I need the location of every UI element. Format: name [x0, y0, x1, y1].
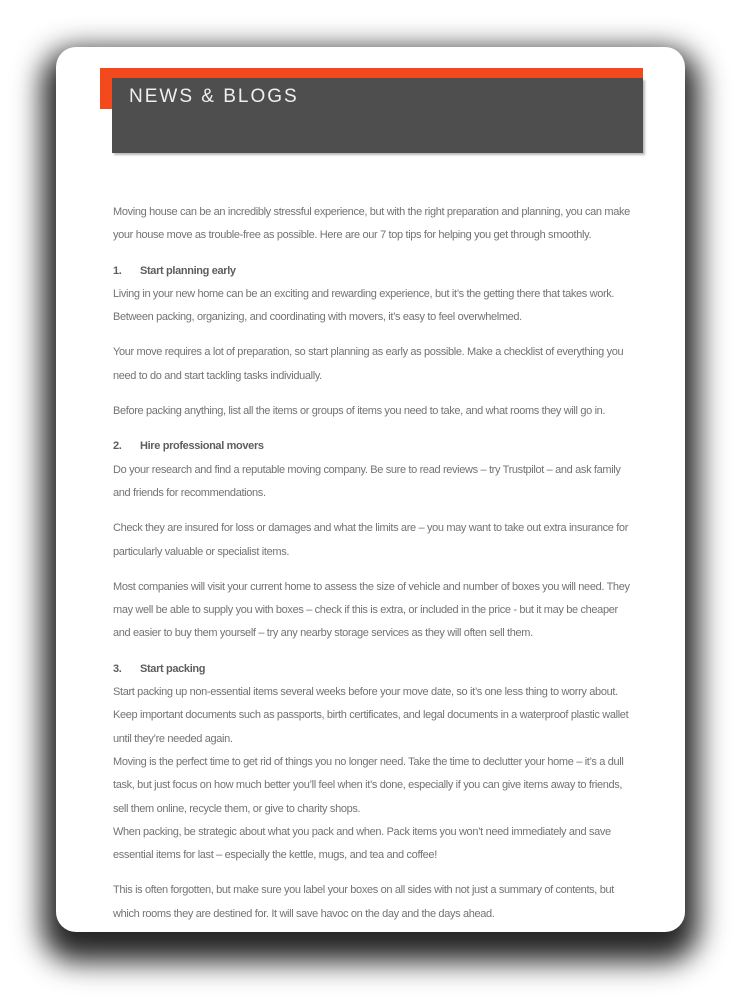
document-page: [56, 47, 685, 932]
paragraph: Living in your new home can be an exciting and rewarding experience, but it’s the getting there that takes work. Between packing, organizing, and coordinating with movers, it’s easy to feel overwhelmed.: [113, 287, 615, 324]
section-heading-label: Start planning early: [140, 264, 236, 277]
paragraph: Moving is the perfect time to get rid of things you no longer need. Take the time to declutter your home – it’s a dull task, but just focus on how much better you’ll feel when it’s done, especially if you can give items away to friends, sell them online, recycle them, or give to charity shops.: [113, 755, 624, 815]
page-title: NEWS & BLOGS: [129, 86, 299, 107]
header-banner: [112, 78, 643, 153]
article-body: [113, 201, 634, 938]
paragraph: When packing, be strategic about what you pack and when. Pack items you won’t need immediately and save essential items for last – especially the kettle, mugs, and tea and coffee!: [113, 825, 611, 862]
closing-paragraph: This is often forgotten, but make sure you label your boxes on all sides with not just a summary of contents, but which rooms they are destined for. It will save havoc on the day and the days ahead.: [113, 884, 614, 920]
section-number: 2.: [113, 440, 122, 453]
paragraph: Your move requires a lot of preparation, so start planning as early as possible. Make a checklist of everything you need to do and start tackling tasks individually.: [113, 346, 624, 382]
section-heading-label: Hire professional movers: [140, 440, 264, 453]
section-heading: [113, 260, 634, 283]
paragraph: Start packing up non-essential items several weeks before your move date, so it’s one less thing to worry about. Keep important documents such as passports, birth certificates, and legal documents in a waterproof plastic wallet until they’re needed again.: [113, 686, 629, 745]
section-heading: [113, 658, 634, 681]
paragraph: Check they are insured for loss or damages and what the limits are – you may want to take out extra insurance for particularly valuable or specialist items.: [113, 522, 629, 558]
section-number: 1.: [113, 264, 122, 277]
paragraph: Most companies will visit your current home to assess the size of vehicle and number of boxes you will need. They may well be able to supply you with boxes – check if this is extra, or included in the price - but it may be cheaper and easier to buy them yourself – try any nearby storage services as they will often sell them.: [113, 580, 630, 640]
paragraph: Before packing anything, list all the items or groups of items you need to take, and what rooms they will go in.: [113, 405, 606, 418]
intro-paragraph: Moving house can be an incredibly stressful experience, but with the right preparation and planning, you can make your house move as trouble-free as possible. Here are our 7 top tips for helping you get through smoothly.: [113, 206, 630, 242]
section-heading-label: Start packing: [140, 662, 206, 675]
section-number: 3.: [113, 662, 122, 675]
paragraph: Do your research and find a reputable moving company. Be sure to read reviews – try Trustpilot – and ask family and friends for recommendations.: [113, 463, 621, 499]
section-heading: [113, 435, 634, 458]
